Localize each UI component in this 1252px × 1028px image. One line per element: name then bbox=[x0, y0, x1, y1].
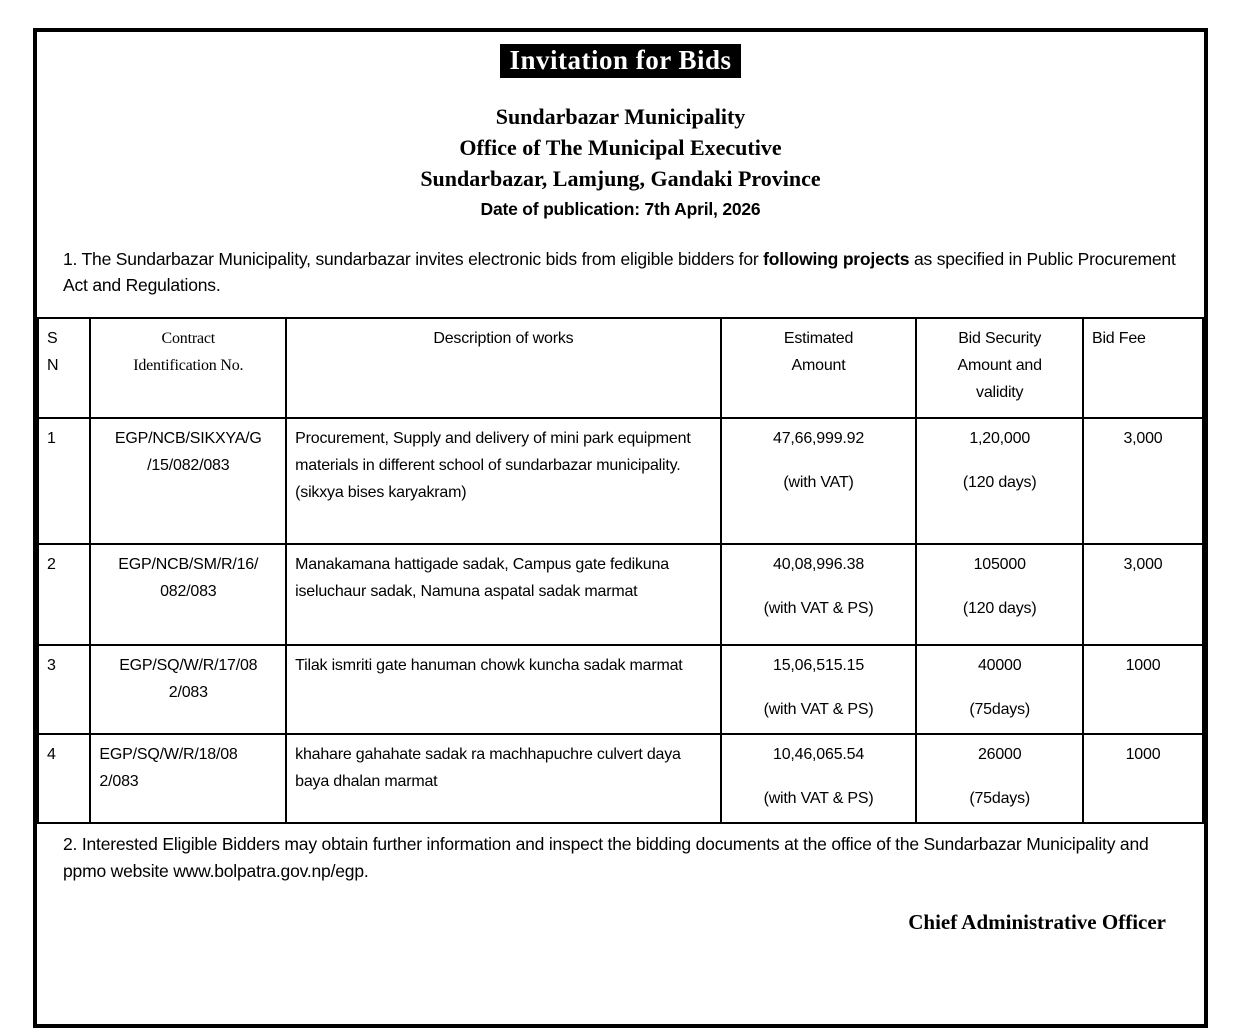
cell-sn: 2 bbox=[38, 544, 90, 645]
cell-bid-fee: 3,000 bbox=[1083, 418, 1203, 544]
table-header-row bbox=[38, 318, 1203, 418]
table-row bbox=[38, 544, 1203, 645]
cell-description: khahare gahahate sadak ra machhapuchre culvert daya baya dhalan marmat bbox=[286, 734, 721, 823]
cell-bid-security: 1,20,000 (120 days) bbox=[916, 418, 1083, 544]
cell-estimated-amount: 47,66,999.92 (with VAT) bbox=[721, 418, 917, 544]
header-bid-security: Bid Security Amount and validity bbox=[916, 318, 1083, 418]
table-row bbox=[38, 645, 1203, 734]
header-contract-id: Contract Identification No. bbox=[90, 318, 286, 418]
table-row bbox=[38, 734, 1203, 823]
title-row bbox=[37, 44, 1204, 78]
header-description: Description of works bbox=[286, 318, 721, 418]
publication-date: Date of publication: 7th April, 2026 bbox=[480, 199, 761, 219]
cell-sn: 4 bbox=[38, 734, 90, 823]
cell-bid-fee: 1000 bbox=[1083, 734, 1203, 823]
cell-description: Tilak ismriti gate hanuman chowk kuncha sadak marmat bbox=[286, 645, 721, 734]
cell-contract-id: EGP/SQ/W/R/17/08 2/083 bbox=[90, 645, 286, 734]
document-page bbox=[33, 28, 1208, 1028]
header-sn: S N bbox=[38, 318, 90, 418]
bids-table bbox=[37, 317, 1204, 824]
header-bid-fee: Bid Fee bbox=[1083, 318, 1203, 418]
cell-contract-id: EGP/NCB/SM/R/16/ 082/083 bbox=[90, 544, 286, 645]
cell-description: Manakamana hattigade sadak, Campus gate fedikuna iseluchaur sadak, Namuna aspatal sadak marmat bbox=[286, 544, 721, 645]
cell-description: Procurement, Supply and delivery of mini park equipment materials in different school of sundarbazar municipality. (sikxya bises karyakram) bbox=[286, 418, 721, 544]
info-paragraph: 2. Interested Eligible Bidders may obtain further information and inspect the bidding documents at the office of the Sundarbazar Municipality and ppmo website www.bolpatra.gov.np/egp. bbox=[63, 834, 1149, 881]
intro-text-end: as specified in Public Procurement Act and Regulations. bbox=[63, 249, 1176, 295]
cell-sn: 1 bbox=[38, 418, 90, 544]
intro-text-start: 1. The Sundarbazar Municipality, sundarbazar invites electronic bids from eligible bidders for bbox=[63, 249, 764, 269]
cell-estimated-amount: 15,06,515.15 (with VAT & PS) bbox=[721, 645, 917, 734]
cell-bid-fee: 3,000 bbox=[1083, 544, 1203, 645]
address-line: Sundarbazar, Lamjung, Gandaki Province bbox=[420, 166, 821, 191]
cell-bid-security: 105000 (120 days) bbox=[916, 544, 1083, 645]
cell-bid-security: 26000 (75days) bbox=[916, 734, 1083, 823]
cell-sn: 3 bbox=[38, 645, 90, 734]
header-estimated-amount: Estimated Amount bbox=[721, 318, 917, 418]
cell-estimated-amount: 10,46,065.54 (with VAT & PS) bbox=[721, 734, 917, 823]
office-name: Office of The Municipal Executive bbox=[459, 135, 782, 160]
cell-contract-id: EGP/SQ/W/R/18/08 2/083 bbox=[90, 734, 286, 823]
signature-title: Chief Administrative Officer bbox=[908, 910, 1166, 934]
page-title: Invitation for Bids bbox=[500, 44, 740, 78]
table-row bbox=[38, 418, 1203, 544]
intro-paragraph bbox=[63, 246, 1178, 298]
org-name: Sundarbazar Municipality bbox=[495, 104, 746, 129]
cell-contract-id: EGP/NCB/SIKXYA/G /15/082/083 bbox=[90, 418, 286, 544]
cell-bid-security: 40000 (75days) bbox=[916, 645, 1083, 734]
letterhead bbox=[37, 101, 1204, 220]
cell-bid-fee: 1000 bbox=[1083, 645, 1203, 734]
cell-estimated-amount: 40,08,996.38 (with VAT & PS) bbox=[721, 544, 917, 645]
intro-text-bold: following projects bbox=[763, 249, 910, 269]
